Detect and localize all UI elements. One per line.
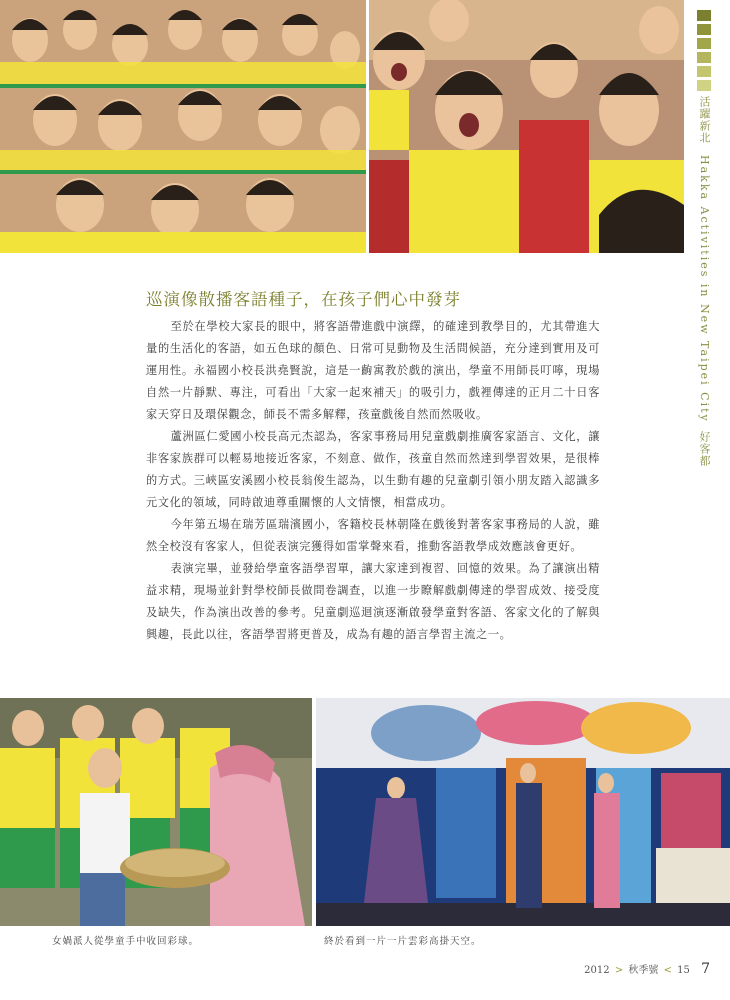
footer-year: 2012 — [584, 965, 610, 976]
sidebar-english-title: Hakka Activities in New Taipei City — [698, 154, 711, 423]
top-left-photo-children-audience — [0, 0, 366, 253]
article-paragraph: 表演完畢，並發給學童客語學習單，讓大家達到複習、回憶的效果。為了讓演出精益求精，現場並針對學校師長做問卷調查，以進一步瞭解戲劇傳達的學習成效、接受度及缺失，作為演出改善的參考。兒童劇巡迴演逐漸啟發學童對客語、客家文化的了解與興趣，長此以往，客語學習將更普及，成為有趣的語言學習主流之一。 — [146, 562, 600, 641]
photo-caption-right: 終於看到一片一片雲彩高掛天空。 — [324, 936, 482, 947]
article-paragraph: 至於在學校大家長的眼中，將客語帶進戲中演繹，的確達到教學目的，尤其帶進大量的生活化的客語，如五色球的顏色、日常可見動物及生活問候語，充分達到實用及可運用性。永福國小校長洪堯賢說，這是一齣寓教於戲的演出，學童不用師長叮嚀，現場自然一片靜默、專注，可看出「大家一起來補天」的吸引力，戲裡傳達的正月二十日客家天穿日及環保觀念，師長不需多解釋，孩童戲後自然而然吸收。 — [146, 320, 600, 421]
footer-arrow-left: < — [663, 965, 672, 976]
article-heading: 巡演像散播客語種子，在孩子們心中發芽 — [146, 290, 461, 309]
photo-caption-left: 女媧派人從學童手中收回彩球。 — [52, 936, 200, 947]
footer-arrow-right: > — [614, 965, 624, 976]
footer-issue: 15 — [677, 965, 690, 976]
bottom-left-photo-collecting-balls — [0, 698, 312, 926]
sidebar-bar — [697, 24, 711, 35]
sidebar-bar — [697, 52, 711, 63]
sidebar-title: 活躍新北 — [698, 96, 711, 144]
top-right-photo-excited-children — [369, 0, 684, 253]
sidebar-bar — [697, 80, 711, 91]
sidebar-bar — [697, 66, 711, 77]
article-body — [146, 316, 600, 646]
sidebar-bar — [697, 38, 711, 49]
sidebar-bar — [697, 10, 711, 21]
sidebar-color-bars — [697, 10, 711, 94]
sidebar-section-label — [698, 96, 710, 467]
article-paragraph: 蘆洲區仁愛國小校長高元杰認為，客家事務局用兒童戲劇推廣客家語言、文化，讓非客家族群可以輕易地接近客家，不刻意、做作，孩童自然而然達到學習效果，是很棒的方式。三峽區安溪國小校長翁俊生認為，以生動有趣的兒童劇引領小朋友踏入認識多元文化的領域，同時啟迪尊重關懷的人文情懷，相當成功。 — [146, 430, 600, 509]
footer-season: 秋季號 — [628, 965, 659, 976]
sidebar-subtitle: 好客都 — [698, 430, 711, 467]
bottom-right-photo-stage-performance — [316, 698, 730, 926]
article-paragraph: 今年第五場在瑞芳區瑞濱國小，客籍校長林朝隆在戲後對著客家事務局的人說，雖然全校沒有客家人，但從表演完獲得如雷掌聲來看，推動客語教學成效應該會更好。 — [146, 518, 600, 553]
page-footer — [584, 961, 710, 977]
page-number: 7 — [701, 961, 710, 977]
